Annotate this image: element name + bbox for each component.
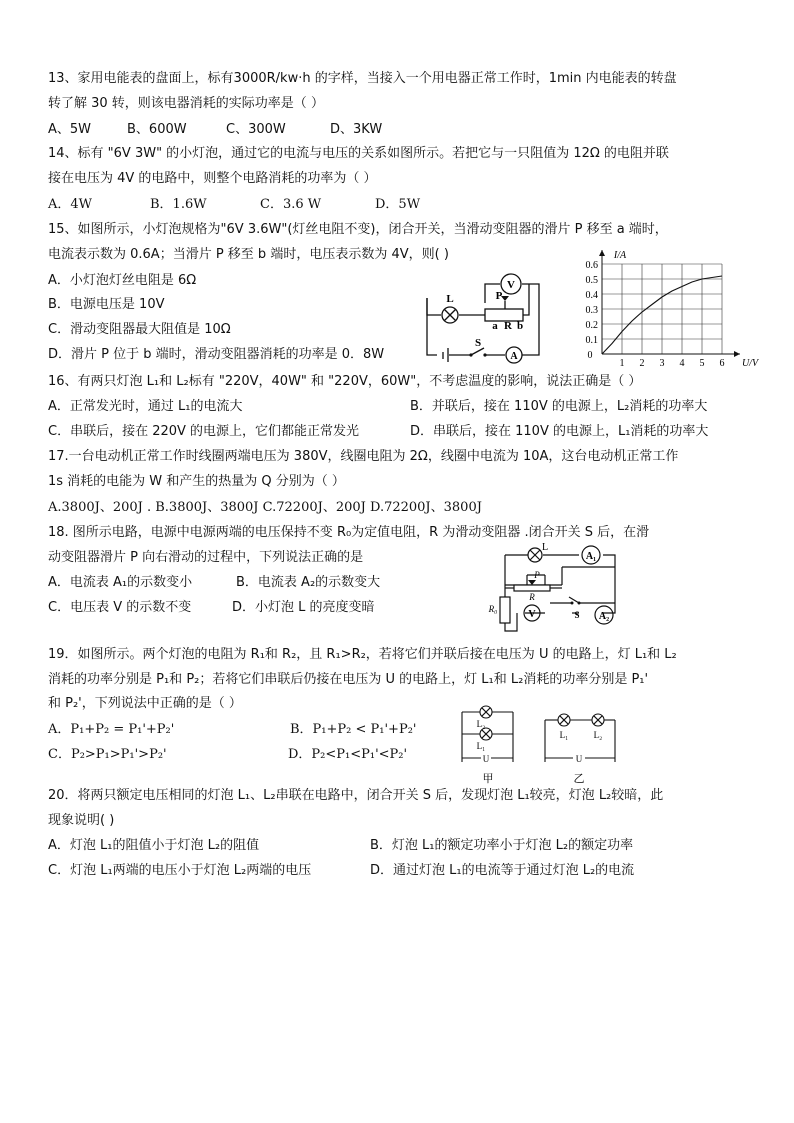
q18-switch-lever <box>569 597 579 603</box>
q16-stem-line1: 16、有两只灯泡 L₁和 L₂标有 "220V，40W" 和 "220V，60W"，不考虑温度的影响，说法正确是（ ） <box>48 374 642 389</box>
fig19-yi-label-l2: L₂ <box>593 730 603 740</box>
switch-lever <box>471 348 484 355</box>
q13-option-b: B、600W <box>127 122 187 137</box>
q18-option-d: D．小灯泡 L 的亮度变暗 <box>232 600 375 615</box>
fig18-label-p: P <box>534 570 540 580</box>
x-tick-label: 0 <box>587 350 593 361</box>
fig19-label-jia: 甲 <box>482 773 494 785</box>
q15-option-b: B．电源电压是 10V <box>48 297 165 312</box>
y-tick-label: 0.4 <box>585 290 598 301</box>
q20-stem-line1: 20．将两只额定电压相同的灯泡 L₁、L₂串联在电路中，闭合开关 S 后，发现灯泡 L₁较亮，灯泡 L₂较暗，此 <box>48 788 664 803</box>
fig15-label-ammeter: A <box>510 351 518 362</box>
q15-stem-line2: 电流表示数为 0.6A；当滑片 P 移至 b 端时，电压表示数为 4V，则( ) <box>48 247 449 262</box>
fig15-label-l: L <box>446 293 454 305</box>
fig15-label-p: P <box>495 290 503 302</box>
q17-stem-line1: 17.一台电动机正常工作时线圈两端电压为 380V，线圈电阻为 2Ω，线圈中电流为 10A，这台电动机正常工作 <box>48 449 679 464</box>
q18-stem-line1: 18. 图所示电路，电源中电源两端的电压保持不变 R₀为定值电阻，R 为滑动变阻器 .闭合开关 S 后，在滑 <box>48 525 650 540</box>
q15-stem-line1: 15、如图所示，小灯泡规格为"6V 3.6W"(灯丝电阻不变)，闭合开关，当滑动变阻器的滑片 P 移至 a 端时， <box>48 222 668 237</box>
q16-option-c: C．串联后，接在 220V 的电源上，它们都能正常发光 <box>48 424 360 439</box>
q14-stem-line1: 14、标有 "6V 3W" 的小灯泡，通过它的电流与电压的关系如图所示。若把它与一只阻值为 12Ω 的电阻并联 <box>48 146 669 161</box>
q20-option-d: D．通过灯泡 L₁的电流等于通过灯泡 L₂的电流 <box>370 863 635 878</box>
q15-circuit-diagram <box>425 268 545 364</box>
y-tick-label: 0.3 <box>585 305 598 316</box>
y-tick-label: 0.5 <box>585 275 598 286</box>
fig18-label-s: S <box>574 610 580 620</box>
fig15-label-s: S <box>474 337 482 349</box>
fig18-label-l: L <box>541 542 549 553</box>
q18-slider-arrow <box>528 580 536 585</box>
q14-stem-line2: 接在电压为 4V 的电路中，则整个电路消耗的功率为（ ） <box>48 171 377 186</box>
y-axis-arrow <box>599 250 605 256</box>
q20-option-c: C．灯泡 L₁两端的电压小于灯泡 L₂两端的电压 <box>48 863 312 878</box>
x-axis-label: U/V <box>741 358 759 369</box>
q13-option-d: D、3KW <box>330 122 383 137</box>
fig15-label-v: V <box>507 279 515 291</box>
q19-option-b: B．P₁+P₂ < P₁'+P₂' <box>290 722 417 737</box>
q13-option-c: C、300W <box>226 122 286 137</box>
q13-stem-line1: 13、家用电能表的盘面上，标有3000R/kw·h 的字样，当接入一个用电器正常工作时，1min 内电能表的转盘 <box>48 71 677 86</box>
fig19-label-yi: 乙 <box>573 773 585 785</box>
q18-stem-line2: 动变阻器滑片 P 向右滑动的过程中，下列说法正确的是 <box>48 550 364 565</box>
fig19-yi-label-l1: L₁ <box>559 730 569 740</box>
y-axis-label: I/A <box>613 250 627 261</box>
x-tick-label: 6 <box>719 358 725 369</box>
fig19-jia-label-l1: L₁ <box>476 741 486 751</box>
fig15-label-b-end: b <box>516 320 524 332</box>
x-tick-label: 3 <box>659 358 665 369</box>
q19-option-c: C．P₂>P₁>P₁'>P₂' <box>48 747 167 762</box>
y-tick-label: 0.2 <box>585 320 598 331</box>
q19-option-a: A．P₁+P₂ = P₁'+P₂' <box>48 722 175 737</box>
q14-option-b: B．1.6W <box>150 197 207 212</box>
q17-stem-line2: 1s 消耗的电能为 W 和产生的热量为 Q 分别为（ ） <box>48 474 345 489</box>
q20-option-b: B．灯泡 L₁的额定功率小于灯泡 L₂的额定功率 <box>370 838 634 853</box>
fig18-label-a1: A₁ <box>585 551 597 562</box>
q15-option-c: C．滑动变阻器最大阻值是 10Ω <box>48 322 231 337</box>
q16-option-a: A．正常发光时，通过 L₁的电流大 <box>48 399 243 414</box>
q13-option-a: A、5W <box>48 122 92 137</box>
fig19-jia-label-l2: L₂ <box>476 719 486 729</box>
q20-option-a: A．灯泡 L₁的阻值小于灯泡 L₂的阻值 <box>48 838 260 853</box>
q14-option-c: C．3.6 W <box>260 197 322 212</box>
x-tick-label: 4 <box>679 358 685 369</box>
q14-option-a: A．4W <box>48 197 93 212</box>
fig18-label-r: R <box>529 592 535 602</box>
fig15-label-a-end: a <box>492 320 498 332</box>
q13-stem-line2: 转了解 30 转，则该电器消耗的实际功率是（ ） <box>48 96 324 111</box>
y-tick-label: 0.6 <box>585 260 598 271</box>
x-tick-label: 2 <box>639 358 645 369</box>
q16-option-d: D．串联后，接在 110V 的电源上，L₁消耗的功率大 <box>410 424 709 439</box>
q14-option-d: D．5W <box>375 197 421 212</box>
x-tick-label: 5 <box>699 358 705 369</box>
q19-stem-line1: 19．如图所示。两个灯泡的电阻为 R₁和 R₂，且 R₁>R₂，若将它们并联后接在电压为 U 的电路上，灯 L₁和 L₂ <box>48 647 677 662</box>
q18-circuit-diagram <box>487 542 627 633</box>
fig18-label-a2: A₂ <box>598 611 610 622</box>
x-tick-label: 1 <box>619 358 625 369</box>
fig15-label-r: R <box>504 320 512 332</box>
q20-stem-line2: 现象说明( ) <box>48 813 115 828</box>
q14-iu-chart <box>570 250 759 375</box>
q19-stem-line3: 和 P₂'，下列说法中正确的是（ ） <box>48 696 242 711</box>
q17-options: A.3800J、200J . B.3800J、3800J C.72200J、200J D.72200J、3800J <box>48 500 482 515</box>
q15-option-a: A．小灯泡灯丝电阻是 6Ω <box>48 273 197 288</box>
q18-option-a: A．电流表 A₁的示数变小 <box>48 575 193 590</box>
q16-option-b: B．并联后，接在 110V 的电源上，L₂消耗的功率大 <box>410 399 708 414</box>
fig18-label-r0: R₀ <box>488 604 498 614</box>
q18-option-b: B．电流表 A₂的示数变大 <box>236 575 381 590</box>
fig18-label-v: V <box>528 609 536 620</box>
q18-option-c: C．电压表 V 的示数不变 <box>48 600 192 615</box>
fig19-yi-label-u: U <box>575 754 583 764</box>
q19-option-d: D．P₂<P₁<P₁'<P₂' <box>288 747 408 762</box>
y-tick-label: 0.1 <box>585 335 598 346</box>
q15-option-d: D．滑片 P 位于 b 端时，滑动变阻器消耗的功率是 0．8W <box>48 347 385 362</box>
x-axis-arrow <box>734 351 740 357</box>
q19-stem-line2: 消耗的功率分别是 P₁和 P₂；若将它们串联后仍接在电压为 U 的电路上，灯 L₁和 L₂消耗的功率分别是 P₁' <box>48 672 649 687</box>
q19-circuit-diagrams <box>455 700 625 788</box>
fig19-jia-label-u: U <box>482 754 490 764</box>
